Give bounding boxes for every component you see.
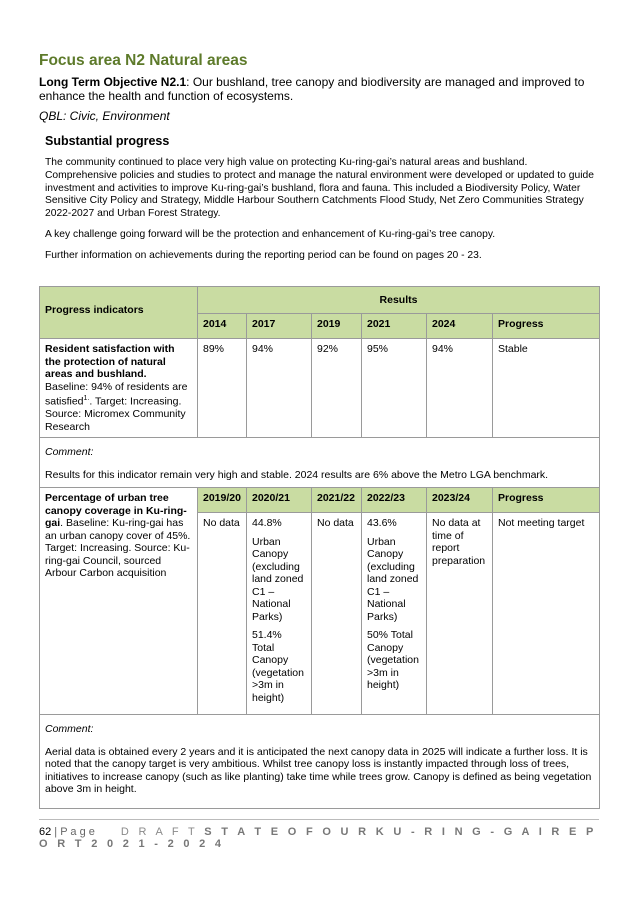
- comment-row: [40, 715, 600, 809]
- comment-cell: [40, 438, 600, 488]
- progress-status: Not meeting target: [493, 513, 600, 715]
- draft-label: D R A F T: [120, 826, 205, 838]
- table-row: [40, 339, 600, 438]
- year-header: 2021/22: [312, 488, 362, 513]
- result-value: [247, 513, 312, 715]
- comment-text: Results for this indicator remain very high and stable. 2024 results are 6% above the Metro LGA benchmark.: [45, 468, 549, 481]
- result-note: 51.4% Total Canopy (vegetation >3m in height): [252, 629, 304, 704]
- comment-label: Comment:: [45, 723, 94, 735]
- table-header-row: [40, 287, 600, 314]
- year-header: 2024: [427, 314, 493, 339]
- comment-cell: [40, 715, 600, 809]
- result-note: Urban Canopy (excluding land zoned C1 – National Parks): [252, 535, 304, 623]
- result-value: 94%: [427, 339, 493, 438]
- result-value: 94%: [247, 339, 312, 438]
- result-percent: 44.8%: [252, 517, 282, 529]
- year-header: 2019/20: [198, 488, 247, 513]
- indicator-title: Resident satisfaction with the protection of natural areas and bushland.: [45, 343, 175, 380]
- section-title: Substantial progress: [45, 134, 170, 148]
- objective-label: Long Term Objective N2.1: [39, 75, 187, 89]
- result-value: 95%: [362, 339, 427, 438]
- indicator-detail: . Baseline: Ku-ring-gai has an urban canopy cover of 45%. Target: Increasing. Source: Ku-ring-gai Council, sourced Arbour Carbon acquisition: [45, 517, 191, 579]
- table-row: [40, 488, 600, 513]
- result-value: [362, 513, 427, 715]
- section-paragraph: A key challenge going forward will be the protection and enhancement of Ku-ring-gai’s tree canopy.: [45, 228, 496, 240]
- progress-status: Stable: [493, 339, 600, 438]
- page-number: 62: [39, 826, 52, 838]
- indicator-title: Percentage of urban tree canopy coverage in Ku-ring-gai: [45, 492, 187, 529]
- footnote-marker: 1.: [83, 395, 90, 402]
- objective-text: : Our bushland, tree canopy and biodiversity are managed and improved to enhance the health and function of ecosystems.: [39, 75, 585, 103]
- result-note: 50% Total Canopy (vegetation >3m in height): [367, 629, 419, 691]
- result-value: No data at time of report preparation: [427, 513, 493, 715]
- year-header: 2021: [362, 314, 427, 339]
- comment-label: Comment:: [45, 446, 94, 458]
- objective: [39, 75, 599, 103]
- result-value: No data: [198, 513, 247, 715]
- year-header: 2017: [247, 314, 312, 339]
- page-title: Focus area N2 Natural areas: [39, 52, 248, 69]
- year-header: 2020/21: [247, 488, 312, 513]
- comment-row: [40, 438, 600, 488]
- year-header: 2022/23: [362, 488, 427, 513]
- year-header: Progress: [493, 314, 600, 339]
- header-progress-indicators: Progress indicators: [40, 287, 198, 339]
- year-header: 2014: [198, 314, 247, 339]
- indicator-description: [40, 339, 198, 438]
- report-title: [39, 826, 596, 850]
- comment-text: Aerial data is obtained every 2 years and it is anticipated the next canopy data in 2025 will indicate a further loss. It is noted that the canopy target is very ambitious. Whilst tree canopy loss is instantly impacted through loss of trees, initiatives to increase canopy (such as like planting) take time while trees grow. Canopy is defined as being vegetation above 3m in height.: [45, 745, 592, 795]
- indicator-detail: Baseline: 94% of residents are satisfied: [45, 380, 188, 408]
- indicator-detail: . Target: Increasing. Source: Micromex Community Research: [45, 395, 186, 433]
- result-note: Urban Canopy (excluding land zoned C1 – National Parks): [367, 535, 419, 623]
- page-footer: [39, 819, 599, 850]
- page-word: | P a g e: [51, 826, 95, 838]
- report-name: S T A T E O F O U R K U - R I N G - G A I R E P O R T 2 0 2 1 - 2 0 2 4: [39, 826, 597, 850]
- section-paragraph: The community continued to place very high value on protecting Ku-ring-gai’s natural areas and bushland. Comprehensive policies and studies to protect and manage the natural environment were developed or updated to guide investment and activities to improve Ku-ring-gai’s bushland, flora and fauna. This included a Biodiversity Policy, Water Sensitive City Policy and Strategy, Middle Harbour Southern Catchments Flood Study, Net Zero Communities Strategy 2022-2027 and Urban Forest Strategy.: [45, 157, 594, 220]
- progress-indicators-table: [39, 286, 600, 809]
- indicator-description: [40, 488, 198, 715]
- year-header: 2019: [312, 314, 362, 339]
- progress-section: [45, 134, 597, 271]
- result-percent: 43.6%: [367, 517, 397, 529]
- year-header: Progress: [493, 488, 600, 513]
- section-paragraph: Further information on achievements during the reporting period can be found on pages 20 - 23.: [45, 249, 482, 261]
- header-results: Results: [198, 287, 600, 314]
- result-value: 92%: [312, 339, 362, 438]
- qbl-tag: QBL: Civic, Environment: [39, 109, 170, 123]
- result-value: No data: [312, 513, 362, 715]
- year-header: 2023/24: [427, 488, 493, 513]
- result-value: 89%: [198, 339, 247, 438]
